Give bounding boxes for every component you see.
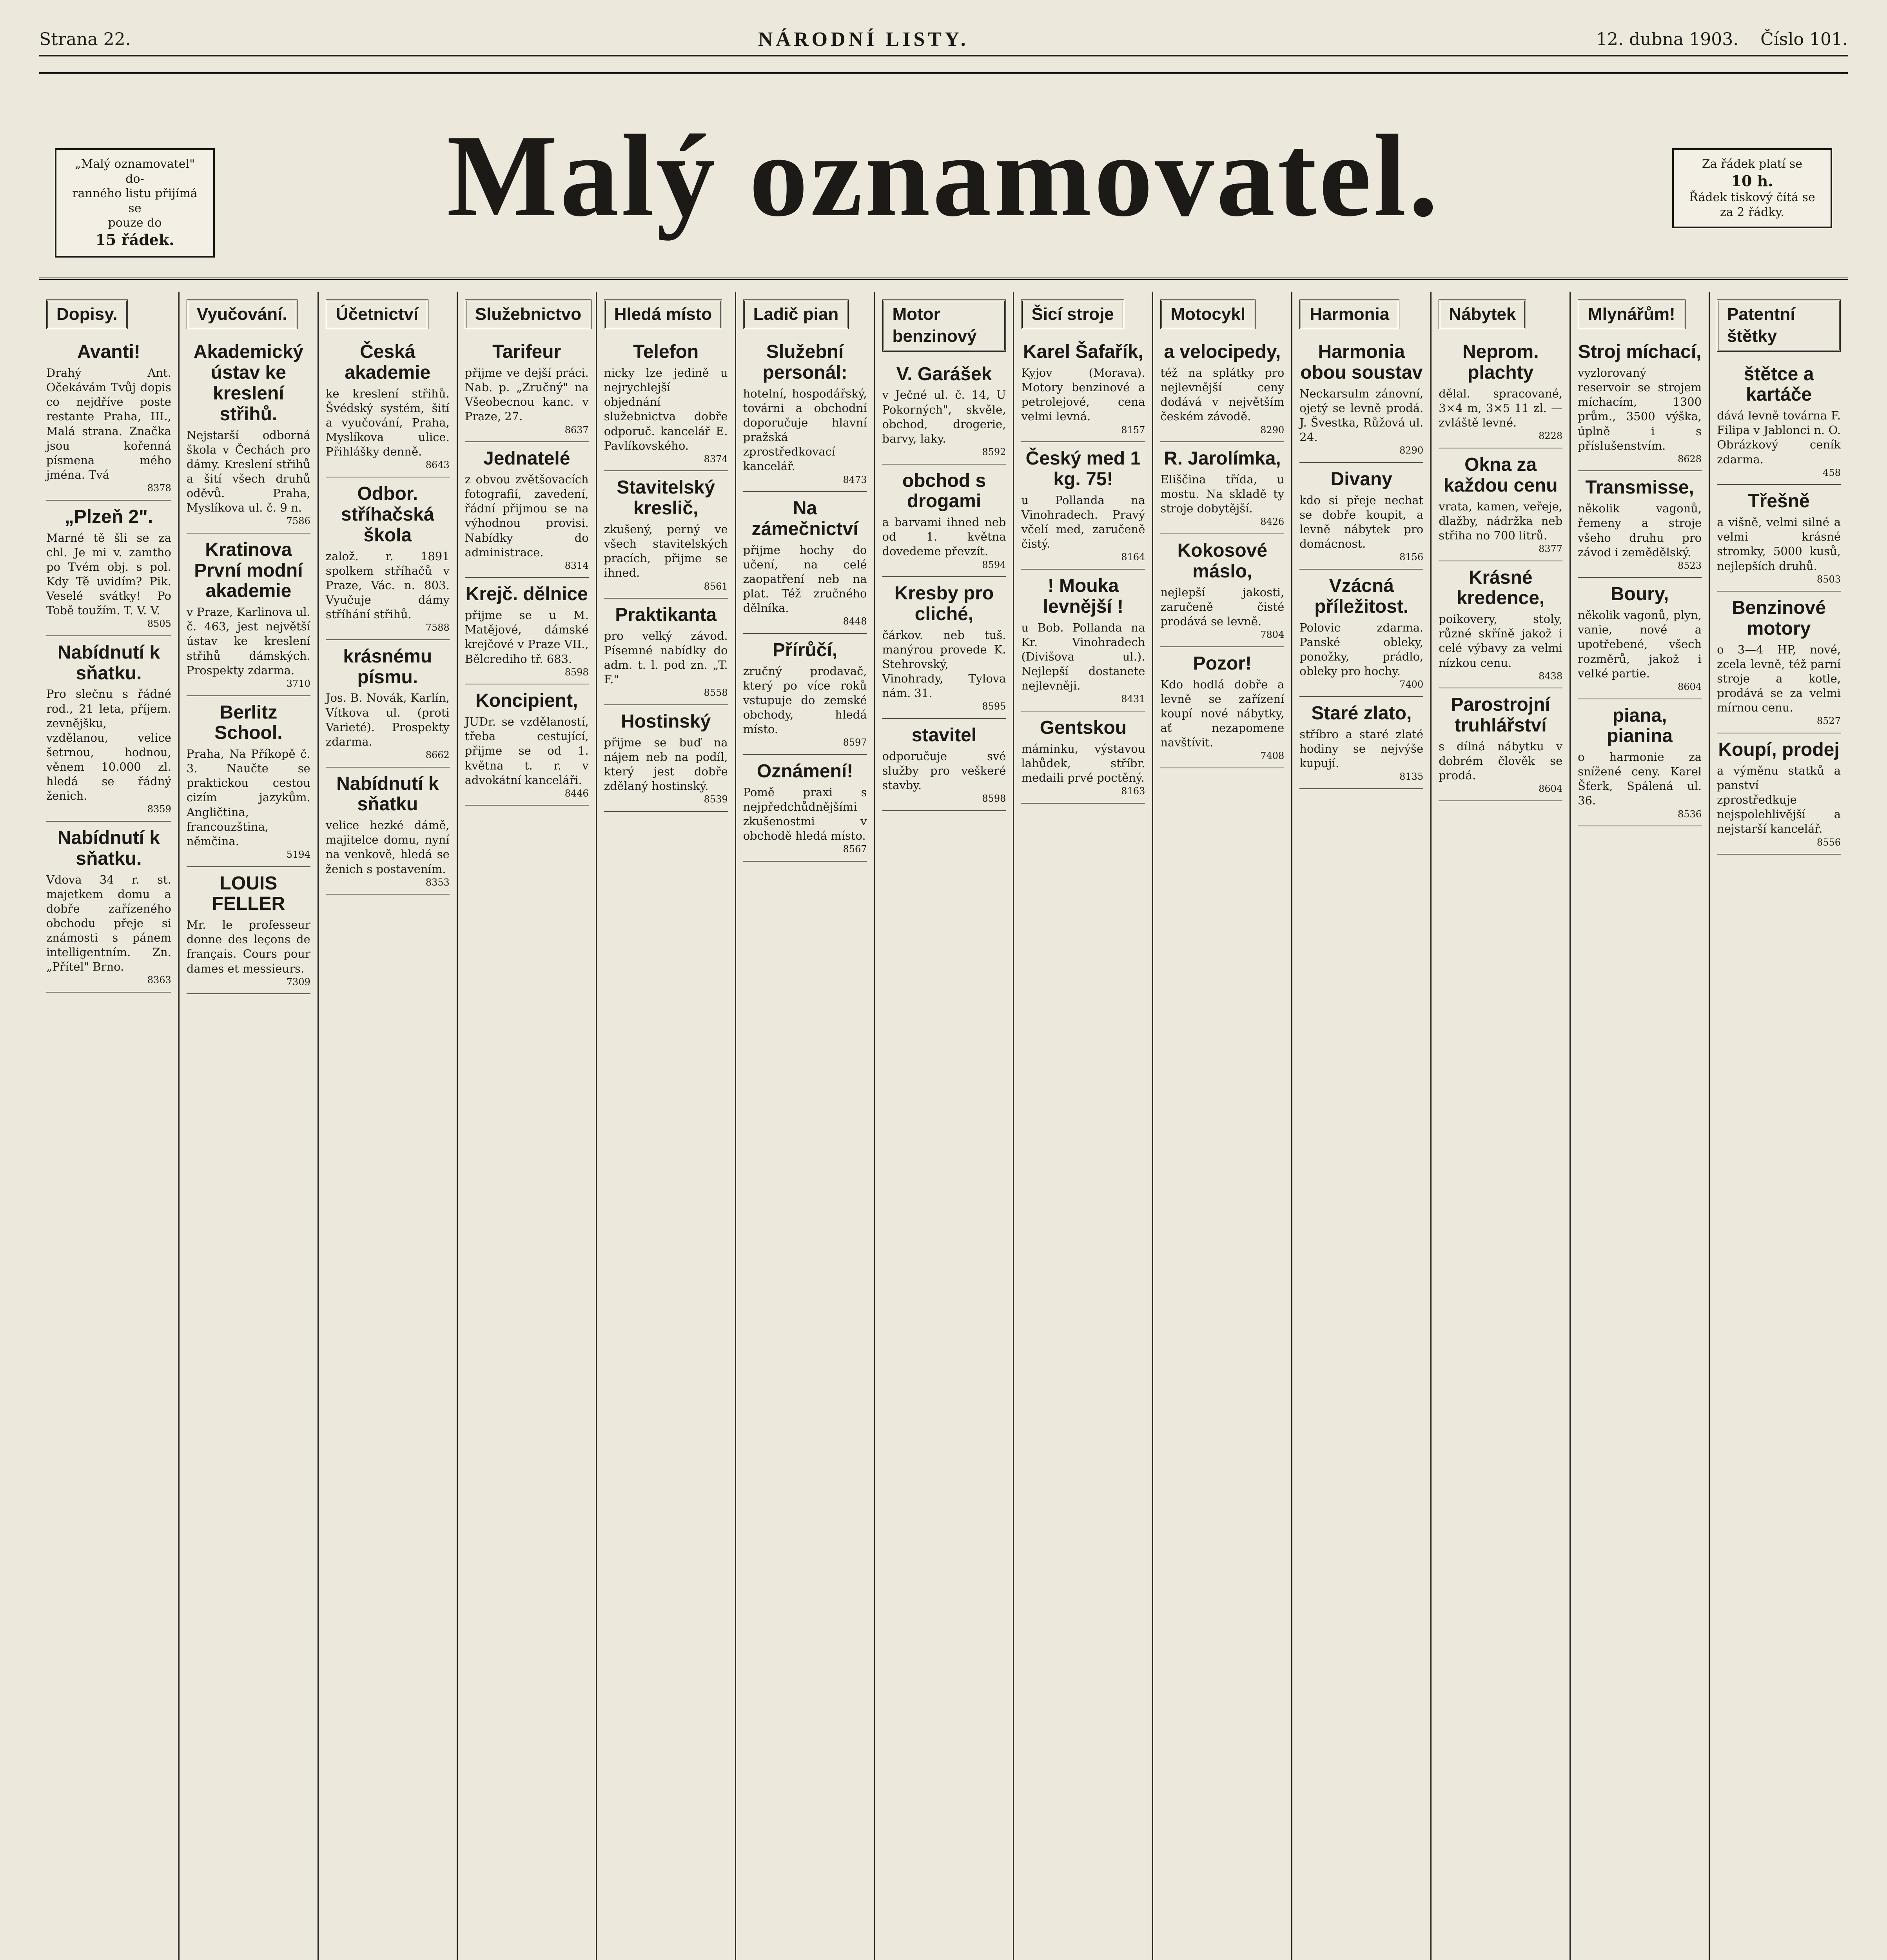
ad-text: též na splátky pro nejlevnější ceny dodává v největším českém závodě.: [1160, 366, 1285, 423]
left-box-line2: ranného listu přijímá se: [72, 187, 198, 215]
ad-text: Neckarsulm zánovní, ojetý se levně prodá. J. Švestka, Růžová ul. 24.: [1299, 387, 1424, 444]
ad-text: a barvami ihned neb od 1. května dovedeme převzít.: [882, 515, 1006, 558]
ad-headline: V. Garášek: [896, 363, 992, 385]
ad-number: 8604: [1539, 783, 1563, 795]
classified-ad: [187, 534, 310, 696]
classified-ad: [743, 634, 867, 755]
ad-headline: Avanti!: [77, 341, 140, 363]
ad-number: 8438: [1539, 670, 1563, 682]
column: [735, 292, 874, 1960]
ad-number: 8536: [1677, 808, 1702, 820]
ad-headline: piana, pianina: [1607, 705, 1673, 747]
classified-ad: [46, 501, 171, 636]
ad-number: 8558: [704, 687, 728, 699]
section-heading: Motor benzinový: [882, 299, 1006, 352]
ad-headline: Kokosové máslo,: [1177, 540, 1268, 582]
ad-number: 8314: [564, 560, 589, 571]
ad-headline: Transmisse,: [1585, 477, 1694, 498]
ad-number: 8643: [425, 459, 450, 471]
ad-headline: Jednatelé: [483, 448, 570, 469]
ad-text: dává levně továrna F. Filipa v Jablonci n. O. Obrázkový ceník zdarma.: [1717, 409, 1841, 466]
ad-text: přijme se buď na nájem neb na podíl, který jest dobře zdělaný hostinský.: [604, 735, 728, 793]
ad-headline: obchod s drogami: [902, 470, 986, 512]
ad-text: a višně, velmi silné a velmi krásné stromky, 5000 kusů, nejlepších druhů.: [1717, 515, 1841, 573]
classified-ad: [1021, 570, 1145, 711]
classified-ad: [1717, 358, 1841, 485]
ad-headline: Stroj míchací,: [1578, 341, 1702, 363]
classified-ad: [1717, 592, 1841, 733]
ad-headline: Benzinové motory: [1732, 597, 1826, 639]
ad-headline: Divany: [1330, 469, 1392, 490]
ad-headline: Kresby pro cliché,: [894, 583, 994, 625]
section-heading: Účetnictví: [326, 299, 428, 329]
ad-text: odporučuje své služby pro veškeré stavby.: [882, 749, 1006, 792]
section-heading: Harmonia: [1299, 299, 1399, 329]
ad-number: 8164: [1121, 552, 1145, 563]
ad-number: 8163: [1121, 786, 1145, 797]
ad-text: s dílná nábytku v dobrém člověk se prodá.: [1439, 739, 1563, 782]
classifieds-banner: [39, 72, 1848, 280]
classified-ad: [743, 755, 867, 862]
ad-number: 8377: [1539, 543, 1563, 554]
ad-headline: Přírůčí,: [772, 640, 838, 661]
classified-ad: [1021, 442, 1145, 570]
ad-number: 8426: [1260, 516, 1285, 528]
ad-text: Drahý Ant. Očekávám Tvůj dopis co nejdříve poste restante Praha, III., Malá strana. Značka jsou kořenná písmena mého jména. Tvá: [46, 366, 171, 481]
ad-number: 8359: [147, 804, 171, 815]
ad-text: o harmonie za snížené ceny. Karel Šťerk, Spálená ul. 36.: [1578, 750, 1702, 808]
ad-text: máminku, výstavou lahůdek, stříbr. medaili prvé poctěný.: [1021, 742, 1145, 784]
right-box-line3: Řádek tiskový čítá se za 2 řádky.: [1689, 191, 1815, 219]
ad-number: 8473: [843, 474, 867, 485]
classified-ad: [604, 336, 728, 471]
classified-ad: [1160, 336, 1284, 442]
column: [457, 292, 596, 1960]
left-box-line1: „Malý oznamovatel" do-: [75, 157, 195, 186]
ad-headline: Koupí, prodej: [1718, 739, 1840, 760]
ad-text: JUDr. se vzdělaností, třeba cestující, přijme se od 1. května t. r. v advokátní kanceláři.: [464, 715, 589, 787]
ad-headline: Gentskou: [1040, 717, 1127, 738]
ad-text: v Ječné ul. č. 14, U Pokorných", skvěle, obchod, drogerie, barvy, laky.: [882, 388, 1006, 445]
ad-number: 8597: [843, 737, 867, 748]
classified-ad: [187, 867, 310, 995]
ad-number: 7588: [425, 622, 450, 633]
ad-number: 7408: [1260, 750, 1285, 762]
classified-ad: [1299, 697, 1423, 789]
ad-headline: Koncipient,: [475, 690, 578, 711]
column: [39, 292, 178, 1960]
ad-number: 8523: [1677, 560, 1702, 571]
classified-ad: [1717, 485, 1841, 592]
ad-headline: „Plzeň 2".: [64, 506, 153, 527]
classified-ad: [1439, 561, 1562, 689]
banner-title: Malý oznamovatel.: [446, 111, 1441, 241]
classified-ad: [326, 477, 450, 640]
ad-headline: Telefon: [633, 341, 699, 363]
ad-number: 8561: [704, 581, 728, 592]
ad-number: 8527: [1816, 715, 1841, 727]
section-heading: Patentní štětky: [1717, 299, 1841, 352]
ad-number: 8598: [982, 793, 1006, 804]
ad-text: Marné tě šli se za chl. Je mi v. zamtho po Tvém obj. s pol. Kdy Tě uvidím? Pik. Veselé svátky! Po Tobě toužím. T. V. V.: [46, 531, 171, 617]
classified-ad: [326, 768, 450, 895]
ad-text: Vdova 34 r. st. majetkem domu a dobře zařízeného obchodu přeje si známosti s pánem intelligentním. Zn. „Přítel" Brno.: [46, 873, 171, 974]
ad-headline: Parostrojní truhlářství: [1451, 694, 1550, 736]
classified-ad: [882, 465, 1006, 577]
column: [874, 292, 1013, 1960]
left-box-line3: pouze do: [108, 216, 162, 230]
classified-ad: [743, 336, 867, 492]
ad-headline: Krejč. dělnice: [465, 584, 588, 605]
ad-text: stříbro a staré zlaté hodiny se nejvýše kupují.: [1299, 727, 1424, 770]
classified-ad: [326, 640, 450, 768]
ad-headline: Kratinova První modní akademie: [194, 539, 303, 602]
classified-ad: [1299, 336, 1423, 463]
ad-headline: štětce a kartáče: [1744, 363, 1814, 405]
ad-number: 8662: [425, 749, 450, 760]
ad-text: a výměnu statků a panství zprostředkuje nejspolehlivější a nejstarší kancelář.: [1717, 764, 1841, 836]
ad-text: Kyjov (Morava). Motory benzinové a petrolejové, cena velmi levná.: [1021, 366, 1145, 423]
section-heading: Hledá místo: [604, 299, 722, 329]
ad-number: 8628: [1677, 453, 1702, 465]
ad-headline: Praktikanta: [615, 604, 717, 626]
ad-number: 8446: [564, 788, 589, 799]
ad-number: 7400: [1399, 679, 1424, 690]
ad-number: 8637: [564, 424, 589, 436]
ad-headline: Nabídnutí k sňatku.: [57, 828, 160, 869]
ad-text: Jos. B. Novák, Karlín, Vítkova ul. (proti Varieté). Prospekty zdarma.: [325, 691, 450, 748]
ad-number: 8503: [1816, 573, 1841, 585]
ad-number: 8598: [564, 666, 589, 678]
ad-number: 8594: [982, 559, 1006, 570]
ad-text: přijme ve dejší práci. Nab. p. „Zručný" na Všeobecnou kanc. v Praze, 27.: [464, 366, 589, 423]
ad-headline: Stavitelský kreslič,: [617, 477, 715, 519]
ad-headline: Česká akademie: [345, 341, 431, 383]
classified-ad: [882, 358, 1006, 465]
ad-headline: LOUIS FELLER: [212, 873, 285, 915]
ad-headline: Pozor!: [1193, 653, 1252, 674]
ad-headline: Český med 1 kg. 75!: [1025, 448, 1141, 490]
ad-number: 8290: [1399, 445, 1424, 456]
classified-ad: [187, 696, 310, 867]
ad-headline: Krásné kredence,: [1457, 567, 1545, 609]
classified-ad: [604, 705, 728, 812]
ad-text: velice hezké dámě, majitelce domu, nyní na venkově, hledá se ženich s postavením.: [325, 818, 450, 876]
ad-number: 8374: [704, 453, 728, 465]
classified-ad: [465, 578, 589, 684]
ad-text: Eliščina třída, u mostu. Na skladě ty stroje dobytější.: [1160, 473, 1285, 515]
section-heading: Ladič pian: [743, 299, 849, 329]
section-heading: Nábytek: [1439, 299, 1526, 329]
ad-headline: Na zámečnictví: [751, 498, 858, 540]
classified-ad: [882, 719, 1006, 811]
ad-headline: Akademický ústav ke kreslení střihů.: [193, 341, 303, 425]
ad-number: 8353: [425, 877, 450, 888]
ad-text: vrata, kamen, veřeje, dlažby, nádržka neb střiha no 700 litrů.: [1439, 499, 1563, 542]
ad-text: hotelní, hospodářský, továrni a obchodní doporučuje hlavní pražská zprostředkovací kancelář.: [743, 387, 867, 473]
ad-headline: R. Jarolímka,: [1163, 448, 1281, 469]
ad-number: 7804: [1260, 629, 1285, 641]
ad-number: 8595: [982, 701, 1006, 712]
issue-date: [1596, 29, 1848, 49]
ad-text: ke kreslení střihů. Švédský systém, šití a vyučování, Praha, Myslíkova ulice. Přihlášky denně.: [325, 387, 450, 459]
ad-text: Kdo hodlá dobře a levně se zařízení koupí nové nábytky, ať nezapomene navštívit.: [1160, 677, 1285, 749]
ad-text: u Pollanda na Vinohradech. Pravý včelí med, zaručeně čistý.: [1021, 493, 1145, 551]
ad-text: o 3—4 HP, nové, zcela levně, též parní stroje a kotle, prodává se za velmi mírnou cenu.: [1717, 642, 1841, 715]
ad-headline: Hostinský: [621, 711, 711, 732]
classified-ad: [1299, 463, 1423, 570]
ad-headline: Třešně: [1748, 491, 1810, 512]
classified-columns: [39, 292, 1848, 1960]
ad-number: 8539: [704, 794, 728, 805]
ad-headline: Neprom. plachty: [1462, 341, 1539, 383]
ad-headline: Okna za každou cenu: [1443, 454, 1558, 496]
ad-number: 8157: [1121, 424, 1145, 436]
classified-ad: [1160, 647, 1284, 768]
ad-text: Polovic zdarma. Panské obleky, ponožky, prádlo, obleky pro hochy.: [1299, 621, 1424, 678]
ad-headline: Oznámení!: [757, 761, 853, 782]
section-heading: Služebnictvo: [465, 299, 592, 329]
classified-ad: [1021, 336, 1145, 442]
paper-title: NÁRODNÍ LISTY.: [758, 28, 969, 51]
ad-text: Pro slečnu s řádné rod., 21 leta, příjem. zevnějšku, vzdělanou, velice šetrnou, hodnou, věnem 10.000 zl. hledá se řádný ženich.: [46, 687, 171, 803]
right-box-line2: 10 h.: [1731, 172, 1773, 190]
ad-headline: Služební personál:: [762, 341, 847, 383]
section-heading: Vyučování.: [187, 299, 298, 329]
ad-headline: Boury,: [1610, 584, 1669, 605]
ad-number: 8556: [1816, 837, 1841, 848]
right-box-line1: Za řádek platí se: [1702, 157, 1803, 171]
date: 12. dubna 1903.: [1596, 29, 1739, 49]
column: [1152, 292, 1291, 1960]
ad-text: pro velký závod. Písemné nabídky do adm. t. l. pod zn. „T. F.": [604, 629, 728, 686]
banner-left-box: [55, 148, 215, 258]
ad-number: 8505: [147, 618, 171, 630]
ad-text: nejlepší jakosti, zaručeně čisté prodává se levně.: [1160, 585, 1285, 628]
classified-ad: [604, 471, 728, 599]
ad-headline: a velocipedy,: [1164, 341, 1281, 363]
ad-text: Praha, Na Příkopě č. 3. Naučte se praktickou cestou cizím jazykům. Angličtina, francouzština, němčina.: [186, 747, 310, 848]
ad-text: zručný prodavač, který po více roků vstupuje do zemské obchody, hledá místo.: [743, 664, 867, 736]
ad-text: u Bob. Pollanda na Kr. Vinohradech (Divišova ul.). Nejlepší dostanete nejlevněji.: [1021, 621, 1145, 693]
classified-ad: [1439, 688, 1562, 801]
ad-number: 8378: [147, 482, 171, 494]
column: [318, 292, 457, 1960]
column: [1291, 292, 1430, 1960]
classified-ad: [46, 336, 171, 500]
ad-number: 8431: [1121, 693, 1145, 705]
classified-ad: [1439, 336, 1562, 448]
classified-ad: [1578, 471, 1702, 578]
page-number: Strana 22.: [39, 29, 131, 49]
banner-right-box: [1672, 148, 1832, 228]
ad-headline: Tarifeur: [492, 341, 561, 363]
classified-ad: [1160, 534, 1284, 647]
ad-headline: Staré zlato,: [1311, 702, 1412, 724]
section-heading: Dopisy.: [46, 299, 128, 329]
classified-ad: [465, 442, 589, 578]
ad-number: 3710: [286, 678, 310, 689]
ad-number: 458: [1823, 467, 1841, 478]
ad-number: 8567: [843, 844, 867, 855]
ad-text: několik vagonů, plyn, vanie, nové a upotřebené, všech rozměrů, jakož i velké partie.: [1578, 608, 1702, 680]
ad-headline: Harmonia obou soustav: [1300, 341, 1423, 383]
classified-ad: [1439, 448, 1562, 561]
classified-ad: [46, 636, 171, 822]
ad-number: 7309: [286, 976, 310, 987]
section-heading: Šicí stroje: [1021, 299, 1124, 329]
ad-headline: Odbor. stříhačská škola: [341, 483, 434, 546]
ad-text: založ. r. 1891 spolkem stříhačů v Praze, Vác. n. 803. Vyučuje dámy stříhání střihů.: [325, 549, 450, 621]
ad-number: 8604: [1677, 681, 1702, 692]
ad-number: 8592: [982, 446, 1006, 457]
ad-headline: stavitel: [911, 725, 977, 746]
ad-number: 8290: [1260, 424, 1285, 436]
classified-ad: [1578, 336, 1702, 471]
ad-number: 8156: [1399, 552, 1424, 563]
ad-text: zkušený, perný ve všech stavitelských pracích, přijme se ihned.: [604, 523, 728, 580]
section-heading: Mlynářům!: [1578, 299, 1685, 329]
ad-text: vyzlorovaný reservoir se strojem míchacím, 1300 prům., 3500 výška, úplně i s příslušenstvím.: [1578, 366, 1702, 452]
classified-ad: [1299, 570, 1423, 697]
classified-ad: [46, 822, 171, 993]
ad-number: 8363: [147, 975, 171, 986]
classified-ad: [465, 684, 589, 806]
classified-ad: [1160, 442, 1284, 534]
classified-ad: [1578, 578, 1702, 699]
classified-ad: [326, 336, 450, 477]
ad-text: přijme hochy do učení, na celé zaopatření neb na plat. Též zručného dělníka.: [743, 543, 867, 615]
classified-ad: [1717, 733, 1841, 855]
issue-number: Číslo 101.: [1760, 29, 1848, 49]
ad-number: 8448: [843, 616, 867, 627]
ad-text: čárkov. neb tuš. manýrou provede K. Stehrovský, Vinohrady, Tylova nám. 31.: [882, 628, 1006, 700]
column: [1709, 292, 1848, 1960]
ad-number: 8135: [1399, 771, 1424, 782]
running-header: [39, 24, 1848, 56]
classified-ad: [604, 599, 728, 705]
ad-text: Pomě praxi s nejpředchůdnějšími zkušenostmi v obchodě hledá místo.: [743, 786, 867, 843]
ad-text: Nejstarší odborná škola v Čechách pro dámy. Kreslení střihů a šití všech druhů oděvů. Praha, Myslíkova ul. č. 9 n.: [186, 428, 310, 515]
ad-text: dělal. spracované, 3×4 m, 3×5 11 zl. — zvláště levné.: [1439, 387, 1563, 430]
ad-headline: Berlitz School.: [214, 702, 283, 744]
ad-text: z obvou zvětšovacích fotografií, zavedení, řádní přijmou se na výhodnou provisi. Nabídky do administrace.: [464, 473, 589, 559]
ad-text: v Praze, Karlinova ul. č. 463, jest největší ústav ke kreslení střihů dámských. Prospekty zdarma.: [186, 605, 310, 677]
classified-ad: [1578, 699, 1702, 827]
ad-headline: ! Mouka levnější !: [1043, 575, 1124, 617]
column: [1013, 292, 1152, 1960]
ad-headline: Vzácná příležitost.: [1314, 575, 1409, 617]
classified-ad: [187, 336, 310, 534]
classified-ad: [743, 492, 867, 634]
ad-text: poikovery, stoly, různé skříně jakož i celé výbavy za velmi nízkou cenu.: [1439, 612, 1563, 670]
classified-ad: [465, 336, 589, 442]
ad-number: 5194: [286, 849, 310, 860]
column: [596, 292, 735, 1960]
column: [178, 292, 318, 1960]
ad-headline: Nabídnutí k sňatku: [336, 773, 439, 815]
left-box-line4: 15 řádek.: [95, 230, 174, 249]
ad-number: 7586: [286, 515, 310, 527]
ad-text: přijme se u M. Matějové, dámské krejčové v Praze VII., Bělcrediho tř. 683.: [464, 608, 589, 666]
section-heading: Motocykl: [1160, 299, 1256, 329]
ad-text: nicky lze jedině u nejrychlejší objednání služebnictva dobře odporuč. kancelář E. Pavlíkovského.: [604, 366, 728, 452]
ad-number: 8228: [1539, 430, 1563, 442]
ad-text: Mr. le professeur donne des leçons de français. Cours pour dames et messieurs.: [186, 918, 310, 975]
classified-ad: [882, 577, 1006, 719]
ad-headline: Karel Šafařík,: [1023, 341, 1143, 363]
ad-text: několik vagonů, řemeny a stroje všeho druhu pro závod i zemědělský.: [1578, 502, 1702, 559]
column: [1430, 292, 1569, 1960]
classified-ad: [1021, 711, 1145, 804]
ad-headline: krásnému písmu.: [343, 646, 432, 688]
ad-text: kdo si přeje nechat se dobře koupit, a levně nábytek pro domácnost.: [1299, 493, 1424, 551]
ad-headline: Nabídnutí k sňatku.: [57, 642, 160, 684]
column: [1569, 292, 1709, 1960]
